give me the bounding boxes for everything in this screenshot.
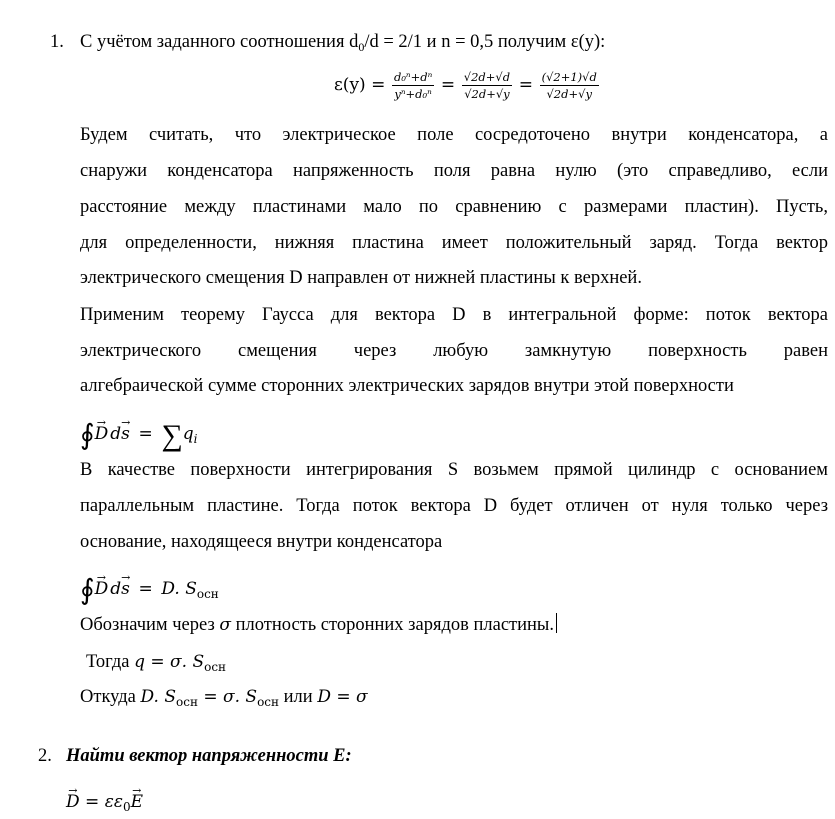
item1-text: С учётом заданного соотношения $d_0/d = 2/1$ и n = 0,5 получим ε(y): [80, 32, 606, 54]
formula-flux: ∮→ D d→ s = D. $S_{осн}$ [80, 572, 219, 611]
para1-line-2: снаружи конденсатора напряженность поля равна нулю (это справедливо, если [80, 161, 828, 181]
para2-line-2: электрического смещения через любую замкнутую поверхность равен [80, 341, 828, 361]
para3-line-2: параллельным пластине. Тогда поток вектора D будет отличен от нуля только через [80, 496, 828, 516]
sigma-line: Обозначим через σ плотность сторонних зарядов пластины. [80, 613, 557, 637]
formula-epsilon: ε(y) = $\frac{\text{d₀ⁿ+dⁿ}}{\text{yⁿ+d₀ⁿ}}$ = $\frac{√2d+√d}{√2d+√y}$ = $\frac{(√2+1)√d}{√2d+√y}$ [334, 70, 597, 102]
item1-number: 1. [50, 32, 64, 52]
para3-line-3: основание, находящееся внутри конденсатора [80, 532, 443, 552]
para1-line-4: для определенности, нижняя пластина имеет положительный заряд. Тогда вектор [80, 233, 828, 253]
formula-gauss: ∮→ D $d\to s = \sum q_i$ [80, 417, 197, 456]
text-cursor [556, 613, 557, 633]
para3-line-1: В качестве поверхности интегрирования S возьмем прямой цилиндр с основанием [80, 460, 828, 480]
para1-line-1: Будем считать, что электрическое поле сосредоточено внутри конденсатора, а [80, 125, 828, 145]
para1-line-5: электрического смещения D направлен от нижней пластины к верхней. [80, 268, 642, 288]
q-line: Тогда q = σ. $S_{осн}$ [86, 652, 227, 674]
formula-D: → $D = \varepsilon\varepsilon_0\to E$ [66, 790, 143, 819]
para2-line-3: алгебраической сумме сторонних электрических зарядов внутри этой поверхности [80, 376, 734, 396]
para2-line-1: Применим теорему Гаусса для вектора D в интегральной форме: поток вектора [80, 305, 828, 325]
item2-number: 2. [38, 746, 52, 766]
hence-line: Откуда D. $S_{осн} = \sigma$. $S_{осн}$ или D = σ [80, 687, 368, 709]
item2-title: Найти вектор напряженности E: [66, 746, 352, 766]
para1-line-3: расстояние между пластинами мало по сравнению с размерами пластин). Пусть, [80, 197, 828, 217]
